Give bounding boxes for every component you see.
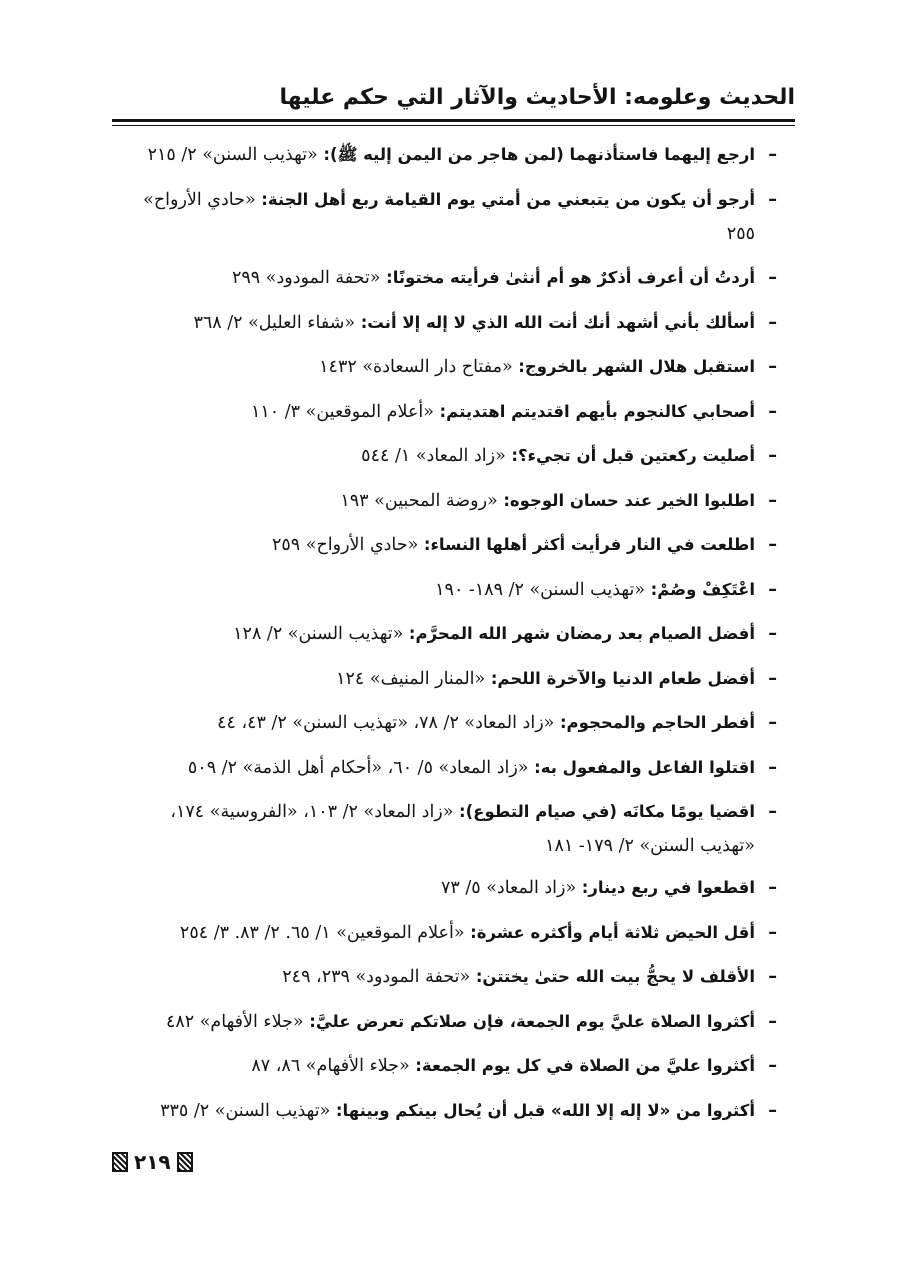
source-reference: «جلاء الأفهام» ٨٦، ٨٧: [251, 1056, 410, 1076]
list-item: [112, 916, 795, 950]
dash-bullet: –: [768, 446, 777, 466]
hadith-text: ارجع إليهما فاستأذنهما (لمن هاجر من اليمن إليه ﷺ):: [323, 145, 755, 164]
dash-bullet: –: [768, 1011, 777, 1032]
hadith-text: أفطر الحاجم والمحجوم:: [559, 713, 755, 732]
dash-bullet: –: [768, 878, 777, 898]
list-item: [112, 706, 795, 740]
hadith-text: أصحابي كالنجوم بأيهم اقتديتم اهتديتم:: [439, 401, 755, 421]
hadith-text: اقتلوا الفاعل والمفعول به:: [534, 757, 755, 777]
source-reference: «تحفة المودود» ٢٣٩، ٢٤٩: [282, 967, 471, 987]
source-reference: «تهذيب السنن» ٢/ ٢١٥: [147, 145, 318, 165]
dash-bullet: –: [768, 713, 777, 733]
source-reference: «أعلام الموقعين» ١/ ٦٥. ٢/ ٨٣. ٣/ ٢٥٤: [179, 922, 465, 943]
source-reference: «زاد المعاد» ٥/ ٦٠، «أحكام أهل الذمة» ٢/ ٥٠٩: [187, 757, 529, 778]
hadith-text: استقبل هلال الشهر بالخروج:: [518, 357, 755, 376]
dash-bullet: –: [768, 357, 777, 377]
dash-bullet: –: [768, 579, 777, 600]
source-reference: «المنار المنيف» ١٢٤: [336, 668, 486, 689]
list-item: [112, 395, 795, 429]
source-reference: «زاد المعاد» ١/ ٥٤٤: [361, 446, 506, 466]
header-rule-thick: [112, 119, 795, 122]
header-rule-thin: [112, 125, 795, 126]
hadith-index-list: [112, 138, 795, 1138]
hadith-text: أفضل طعام الدنيا والآخرة اللحم:: [490, 668, 755, 688]
source-reference: «حادي الأرواح» ٢٥٩: [272, 535, 419, 555]
ornament-icon: [112, 1152, 128, 1172]
list-item: [112, 350, 795, 384]
hadith-text: أفضل الصيام بعد رمضان شهر الله المحرَّم:: [408, 624, 755, 643]
dash-bullet: –: [768, 268, 777, 288]
dash-bullet: –: [768, 189, 777, 210]
source-reference: «تهذيب السنن» ٢/ ١٢٨: [233, 624, 404, 644]
list-item: [112, 871, 795, 905]
dash-bullet: –: [768, 145, 777, 165]
ornament-icon: [177, 1152, 193, 1172]
source-reference: «مفتاح دار السعادة» ١٤٣٢: [319, 357, 513, 377]
list-item: [112, 306, 795, 340]
dash-bullet: –: [768, 1056, 777, 1076]
source-reference: «تحفة المودود» ٢٩٩: [231, 268, 381, 288]
source-reference: «حادي الأرواح» ٢٥٥: [143, 189, 755, 244]
source-reference: «تهذيب السنن» ٢/ ١٨٩- ١٩٠: [435, 579, 646, 600]
list-item: [112, 751, 795, 785]
running-header: [112, 82, 795, 120]
header-title: الحديث وعلومه: الأحاديث والآثار التي حكم عليها: [279, 85, 795, 110]
dash-bullet: –: [768, 757, 777, 778]
list-item: [112, 795, 795, 863]
list-item: [112, 183, 795, 251]
dash-bullet: –: [768, 624, 777, 644]
source-reference: «زاد المعاد» ٥/ ٧٣: [440, 878, 577, 898]
hadith-text: أقل الحيض ثلاثة أيام وأكثره عشرة:: [470, 922, 755, 942]
list-item: [112, 1049, 795, 1083]
list-item: [112, 484, 795, 518]
list-item: [112, 960, 795, 994]
dash-bullet: –: [768, 401, 777, 422]
hadith-text: أكثروا الصلاة عليَّ يوم الجمعة، فإن صلاتكم تعرض عليَّ:: [309, 1011, 755, 1031]
list-item: [112, 138, 795, 172]
list-item: [112, 439, 795, 473]
source-reference: «روضة المحبين» ١٩٣: [340, 490, 498, 511]
hadith-text: أردتُ أن أعرف أذكرٌ هو أم أنثىٰ فرأيته مختونًا:: [386, 268, 755, 287]
page-footer: [112, 1150, 193, 1174]
page-number: ٢١٩: [134, 1150, 171, 1174]
source-reference: «جلاء الأفهام» ٤٨٢: [165, 1011, 304, 1032]
source-reference: «أعلام الموقعين» ٣/ ١١٠: [251, 401, 434, 422]
source-reference: «شفاء العليل» ٢/ ٣٦٨: [193, 312, 356, 333]
hadith-text: اطلعت في النار فرأيت أكثر أهلها النساء:: [423, 535, 755, 554]
list-item: [112, 573, 795, 607]
list-item: [112, 1005, 795, 1039]
hadith-text: أصليت ركعتين قبل أن تجيء؟:: [511, 446, 755, 465]
source-reference: «تهذيب السنن» ٢/ ٣٣٥: [160, 1100, 331, 1121]
hadith-text: أرجو أن يكون من يتبعني من أمتي يوم القيامة ربع أهل الجنة:: [261, 189, 755, 209]
hadith-text: اقضيا يومًا مكانَه (في صيام التطوع):: [459, 802, 755, 821]
hadith-text: أكثروا عليَّ من الصلاة في كل يوم الجمعة:: [415, 1056, 755, 1075]
list-item: [112, 261, 795, 295]
dash-bullet: –: [768, 967, 777, 987]
dash-bullet: –: [768, 668, 777, 689]
hadith-text: أكثروا من «لا إله إلا الله» قبل أن يُحال بينكم وبينها:: [335, 1100, 755, 1120]
dash-bullet: –: [768, 535, 777, 555]
hadith-text: اعْتَكِفْ وصُمْ:: [650, 579, 755, 599]
source-reference: «زاد المعاد» ٢/ ٧٨، «تهذيب السنن» ٢/ ٤٣، ٤٤: [217, 713, 555, 733]
dash-bullet: –: [768, 312, 777, 333]
list-item: [112, 662, 795, 696]
dash-bullet: –: [768, 802, 777, 822]
hadith-text: أسألك بأني أشهد أنك أنت الله الذي لا إله إلا أنت:: [360, 312, 755, 332]
dash-bullet: –: [768, 922, 777, 943]
hadith-text: اطلبوا الخير عند حسان الوجوه:: [503, 490, 755, 510]
dash-bullet: –: [768, 1100, 777, 1121]
list-item: [112, 1094, 795, 1128]
list-item: [112, 617, 795, 651]
dash-bullet: –: [768, 490, 777, 511]
hadith-text: الأقلف لا يحجُّ بيت الله حتىٰ يختتن:: [475, 967, 755, 986]
source-reference: «زاد المعاد» ٢/ ١٠٣، «الفروسية» ١٧٤، «تهذيب السنن» ٢/ ١٧٩- ١٨١: [170, 802, 755, 856]
hadith-text: اقطعوا في ربع دينار:: [581, 878, 755, 897]
list-item: [112, 528, 795, 562]
